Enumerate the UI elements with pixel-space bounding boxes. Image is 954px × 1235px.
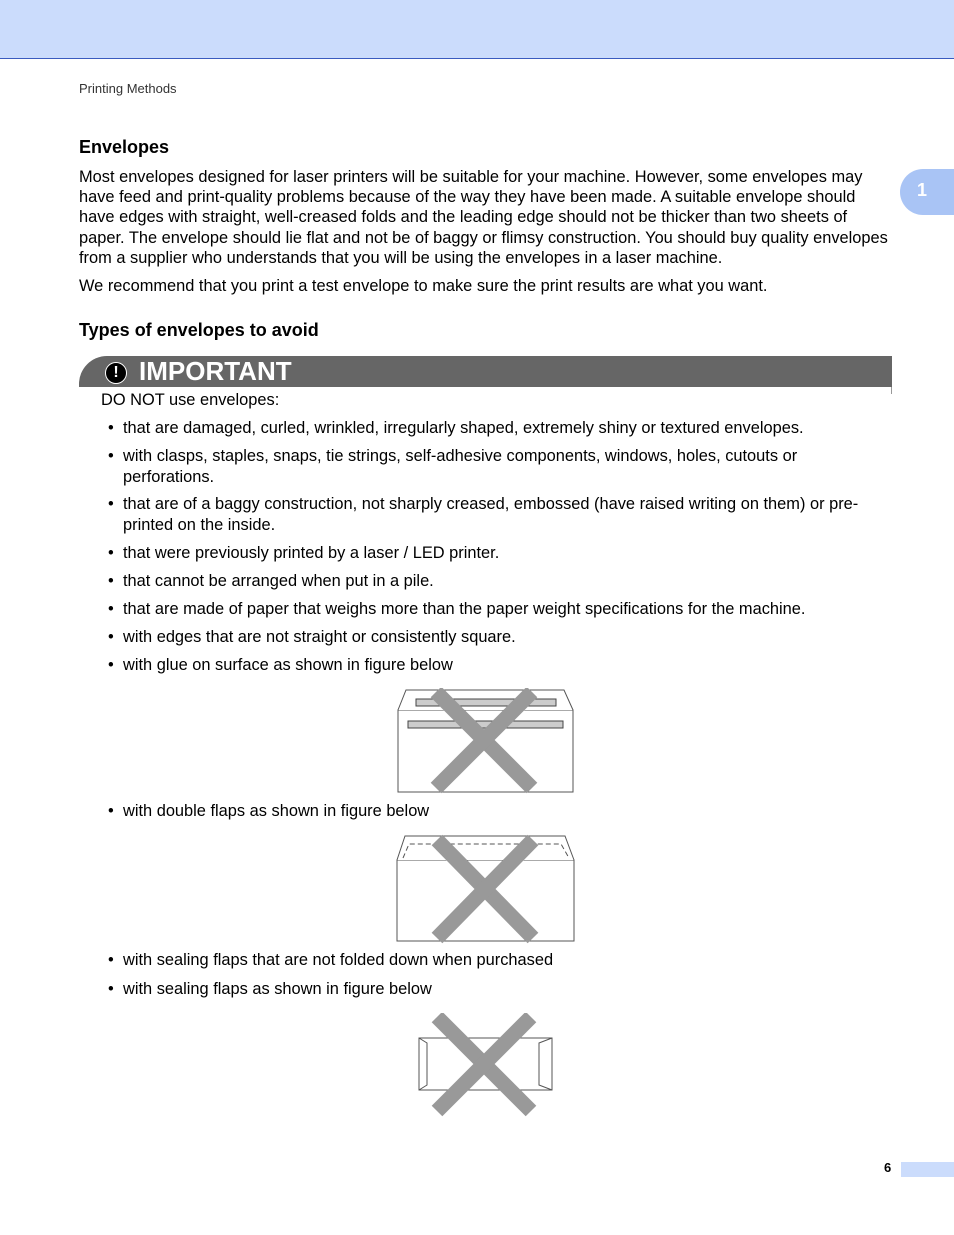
section-title: Envelopes [79,137,170,157]
sealing-flap-envelope-figure [417,1013,555,1117]
list-item: • that are damaged, curled, wrinkled, irregularly shaped, extremely shiny or textured envelopes. [108,419,804,437]
list-item: • with clasps, staples, snaps, tie strings, self-adhesive components, windows, holes, cutouts or perforations. [108,447,798,486]
header-bar [0,0,954,59]
envelope-flap [397,836,574,860]
bullet-icon: • [108,572,114,590]
exclamation-icon: ! [105,362,127,384]
bullet-icon: • [108,495,114,513]
glue-strip-bottom [408,721,563,728]
list-item: • with edges that are not straight or consistently square. [108,628,516,646]
double-flap-envelope-figure [395,834,577,944]
important-intro: DO NOT use envelopes: [101,391,280,409]
test-envelope-paragraph: We recommend that you print a test envelope to make sure the print results are what you want. [79,277,768,295]
page-number: 6 [884,1160,892,1175]
bullet-icon: • [108,628,114,646]
bullet-icon: • [108,656,114,674]
page-number-bar [901,1162,954,1177]
important-banner [79,356,892,387]
list-item: • with sealing flaps that are not folded down when purchased [108,951,554,969]
list-item: • with sealing flaps as shown in figure below [108,980,432,998]
subsection-title: Types of envelopes to avoid [79,320,319,340]
list-item: • with double flaps as shown in figure below [108,802,430,820]
glue-envelope-figure [396,688,576,794]
important-label: IMPORTANT [139,356,292,386]
chapter-tab[interactable] [900,169,954,215]
list-item: • that were previously printed by a laser / LED printer. [108,544,500,562]
envelopes-paragraph: Most envelopes designed for laser printers will be suitable for your machine. However, some envelopes may have feed and print-quality problems because of the way they have been made. A suitable envelope should have edges with straight, well-creased folds and the leading edge should not be thicker than two sheets of paper. The envelope should lie flat and not be of baggy or flimsy construction. You should buy quality envelopes from a supplier who understands that you will be using the envelopes in a laser machine. [79,168,888,267]
envelope-body [397,860,574,941]
bullet-icon: • [108,544,114,562]
chapter-number: 1 [917,180,928,200]
running-head: Printing Methods [79,81,177,96]
bullet-icon: • [108,951,114,969]
bullet-icon: • [108,419,114,437]
list-item: • that are of a baggy construction, not sharply creased, embossed (have raised writing on them) or pre-printed on the inside. [108,495,859,534]
important-box-edge [891,387,892,394]
list-item: • with glue on surface as shown in figure below [108,656,453,674]
list-item: • that are made of paper that weighs more than the paper weight specifications for the machine. [108,600,806,618]
bullet-icon: • [108,447,114,465]
bullet-icon: • [108,980,114,998]
bullet-icon: • [108,600,114,618]
bullet-icon: • [108,802,114,820]
list-item: • that cannot be arranged when put in a pile. [108,572,434,590]
